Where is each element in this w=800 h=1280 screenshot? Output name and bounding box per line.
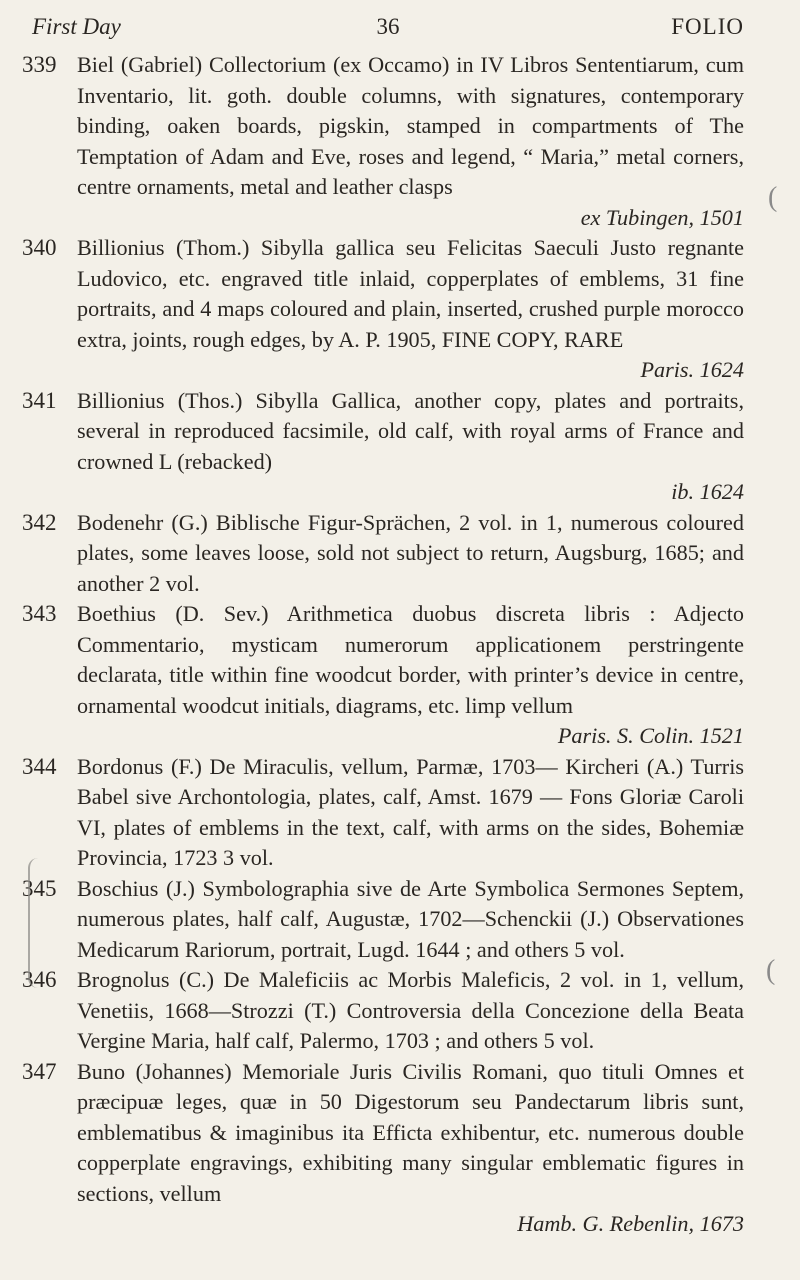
lot-entry bbox=[22, 508, 744, 600]
lot-entry bbox=[22, 874, 744, 966]
page-number: 36 bbox=[376, 14, 400, 39]
lot-description: Bodenehr (G.) Biblische Figur-Sprächen, 2 vol. in 1, numerous coloured plates, some leaves loose, sold not subject to return, Augsburg, 1685; and another 2 vol. bbox=[77, 509, 744, 596]
lot-number: 339 bbox=[22, 52, 57, 77]
lot-imprint: Hamb. G. Rebenlin, 1673 bbox=[517, 1211, 744, 1236]
lot-number: 345 bbox=[22, 875, 57, 901]
lot-imprint: ex Tubingen, 1501 bbox=[580, 204, 744, 230]
lot-number: 346 bbox=[22, 967, 57, 992]
lot-description: Buno (Johannes) Memoriale Juris Civilis Romani, quo tituli Omnes et præcipuæ leges, quæ in 50 Digestorum seu Pandectarum libris sunt, emblematibus & imaginibus ita Efficta exhibentur, etc. numerous double copperplate engravings, exhibiting many singular emblematic figures in sections, vellum bbox=[77, 1058, 744, 1206]
lot-imprint: Paris. S. Colin. 1521 bbox=[557, 723, 744, 748]
lot-description: Billionius (Thom.) Sibylla gallica seu Felicitas Saeculi Justo regnante Ludovico, etc. engraved title inlaid, copperplates of emblems, 31 fine portraits, and 4 maps coloured and plain, inserted, crushed purple morocco extra, joints, rough edges, by A. P. 1905, FINE COPY, RARE bbox=[77, 235, 744, 352]
catalogue-entries bbox=[22, 50, 744, 1240]
lot-number: 347 bbox=[22, 1058, 57, 1084]
lot-entry bbox=[22, 752, 744, 874]
lot-description: Biel (Gabriel) Collectorium (ex Occamo) in IV Libros Sententiarum, cum Inventario, lit. goth. double columns, with signatures, contemporary binding, oaken boards, pigskin, stamped in compartments of The Temptation of Adam and Eve, roses and legend, “ Maria,” metal corners, centre ornaments, metal and leather clasps bbox=[77, 52, 744, 199]
lot-description: Boethius (D. Sev.) Arithmetica duobus discreta libris : Adjecto Commentario, mysticam numerorum applicationem perstringente declarata, title within fine woodcut border, with printer’s device in centre, ornamental woodcut initials, diagrams, etc. limp vellum bbox=[77, 601, 744, 718]
lot-number: 341 bbox=[22, 387, 57, 413]
lot-entry bbox=[22, 386, 744, 508]
lot-description: Brognolus (C.) De Maleficiis ac Morbis Maleficis, 2 vol. in 1, vellum, Venetiis, 1668—Strozzi (T.) Controversia della Concezione della Beata Vergine Maria, half calf, Palermo, 1703 ; and others 5 vol. bbox=[77, 967, 744, 1053]
lot-entry bbox=[22, 599, 744, 752]
binding-clip-icon: ( bbox=[768, 182, 778, 213]
lot-entry bbox=[22, 1057, 744, 1240]
lot-entry bbox=[22, 965, 744, 1057]
lot-entry bbox=[22, 50, 744, 233]
lot-number: 343 bbox=[22, 601, 57, 626]
lot-number: 344 bbox=[22, 753, 57, 779]
page-header bbox=[32, 14, 744, 46]
running-title: First Day bbox=[32, 14, 121, 39]
lot-number: 340 bbox=[22, 235, 57, 260]
lot-imprint: Paris. 1624 bbox=[640, 357, 744, 382]
binding-clip-icon: ( bbox=[766, 955, 776, 986]
lot-description: Billionius (Thos.) Sibylla Gallica, another copy, plates and portraits, several in reproduced facsimile, old calf, with royal arms of France and crowned L (rebacked) bbox=[77, 387, 744, 474]
lot-number: 342 bbox=[22, 509, 57, 535]
lot-imprint: ib. 1624 bbox=[671, 479, 744, 504]
pencil-bracket-mark bbox=[28, 858, 44, 988]
lot-description: Boschius (J.) Symbolographia sive de Arte Symbolica Sermones Septem, numerous plates, half calf, Augustæ, 1702—Schenckii (J.) Observationes Medicarum Rariorum, portrait, Lugd. 1644 ; and others 5 vol. bbox=[77, 875, 744, 962]
lot-description: Bordonus (F.) De Miraculis, vellum, Parmæ, 1703— Kircheri (A.) Turris Babel sive Archontologia, plates, calf, Amst. 1679 — Fons Gloriæ Caroli VI, plates of emblems in the text, calf, with arms on the sides, Bohemiæ Provincia, 1723 3 vol. bbox=[77, 753, 744, 870]
lot-entry bbox=[22, 233, 744, 386]
format-label: FOLIO bbox=[671, 14, 744, 39]
